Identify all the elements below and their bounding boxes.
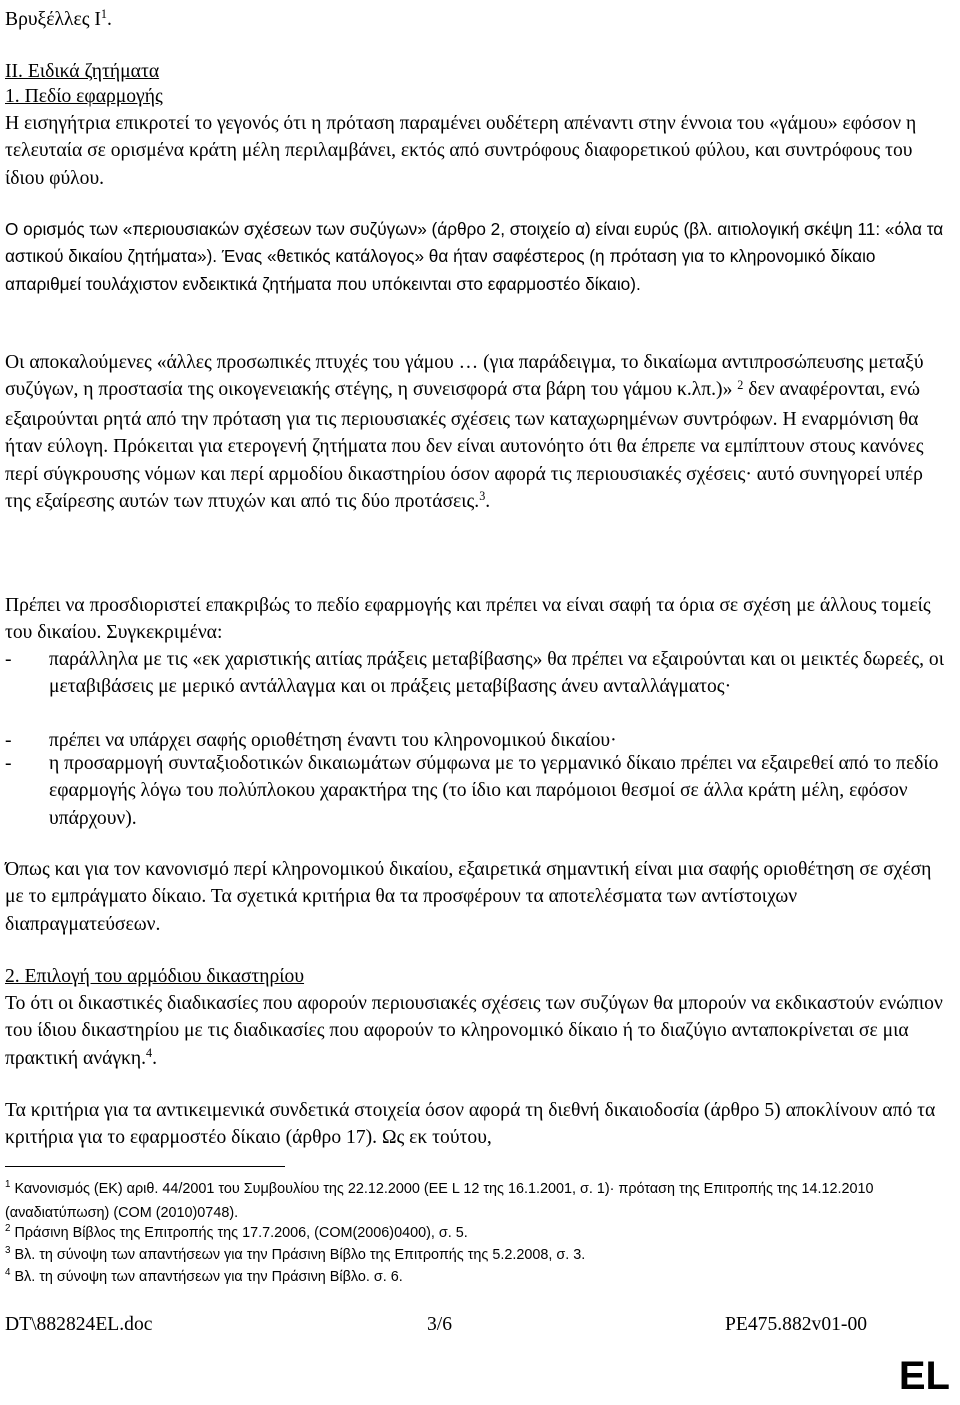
subsection-title-court: 2. Επιλογή του αρμόδιου δικαστηρίου (5, 966, 305, 987)
footnote-text: Βλ. τη σύνοψη των απαντήσεων για την Πράσινη Βίβλο. σ. 6. (10, 1269, 403, 1285)
footnote-ref-1: 1 (100, 7, 107, 22)
footnote (5, 1222, 955, 1246)
paragraph-personal-aspects-end: . (485, 491, 491, 513)
footnote (5, 1178, 950, 1224)
paragraph-same-court-text: Το ότι οι δικαστικές διαδικασίες που αφορούν περιουσιακές σχέσεις των συζύγων θα μπορούν να εκδικαστούν ενώπιον του ίδιου δικαστηρίου με τις διαδικασίες που αφορούν το κληρονομικό δίκαιο ή το διαζύγιο ανταποκρίνεται σε μια πρακτική ανάγκη. (5, 993, 948, 1069)
bullet-item (5, 646, 955, 701)
footnote-text: Βλ. τη σύνοψη των απαντήσεων για την Πράσινη Βίβλο της Επιτροπής της 5.2.2008, σ. 3. (10, 1247, 586, 1263)
paragraph-personal-aspects (5, 349, 950, 517)
language-code: EL (898, 1354, 950, 1398)
paragraph-personal-aspects-a: Οι αποκαλούμενες «άλλες προσωπικές πτυχές του γάμου … (για παράδειγμα, το δικαίωμα αντιπροσώπευσης μεταξύ συζύγων, η προστασία της οικογενειακής στέγης, η συνεισφορά στα βάρη του γάμου κ.λπ.)» (5, 352, 929, 401)
header-text: Βρυξέλλες Ι (5, 9, 101, 30)
paragraph-same-court (5, 990, 950, 1074)
footnote-separator (5, 1166, 285, 1167)
bullet-text: παράλληλα με τις «εκ χαριστικής αιτίας πράξεις μεταβίβασης» θα πρέπει να εξαιρούνται και οι μεικτές δωρεές, οι μεταβιβάσεις με μερικό αντάλλαγμα και οι πράξεις μεταβίβασης άνευ ανταλλάγματος· (49, 649, 949, 698)
footnote-ref-4: 4 (146, 1046, 153, 1061)
paragraph-same-court-end: . (152, 1047, 158, 1069)
paragraph-property-law: Όπως και για τον κανονισμό περί κληρονομικού δικαίου, εξαιρετικά σημαντική είναι μια σαφής οριοθέτηση σε σχέση με το εμπράγματο δίκαιο. Τα σχετικά κριτήρια θα τα προσφέρουν τα αποτελέσματα των αντίστοιχων διαπραγματεύσεων. (5, 859, 937, 935)
bullet-dash: - (5, 649, 12, 670)
footnote-number: 4 (5, 1267, 11, 1279)
paragraph-definition (5, 216, 950, 298)
footer-pe-ref: PE475.882v01-00 (725, 1314, 868, 1335)
paragraph-gender-neutrality: Η εισηγήτρια επικροτεί το γεγονός ότι η πρόταση παραμένει ουδέτερη απέναντι στην έννοια του «γάμου» εφόσον η τελευταία σε ορισμένα κράτη μέλη περιλαμβάνει, εκτός από συντρόφους διαφορετικού φύλου, και συντρόφους του ίδιου φύλου. (5, 113, 922, 189)
bullet-item (5, 750, 955, 832)
footnote-ref-2: 2 (737, 377, 744, 392)
header-end: . (107, 9, 112, 30)
paragraph-definition-text: Ο ορισμός των «περιουσιακών σχέσεων των συζύγων» (άρθρο 2, στοιχείο α) είναι ευρύς (βλ. αιτιολογική σκέψη 11: «όλα τα αστικού δικαίου ζητήματα»). (5, 219, 948, 267)
footnote-number: 1 (5, 1179, 11, 1191)
footnote (5, 1244, 955, 1268)
footer-doc-ref: DT\882824EL.doc (5, 1314, 153, 1335)
footnote-number: 2 (5, 1223, 11, 1235)
footnote-number: 3 (5, 1245, 11, 1257)
subsection-title-scope: 1. Πεδίο εφαρμογής (5, 86, 163, 107)
bullet-dash: - (5, 753, 12, 774)
footer-page-number: 3/6 (427, 1314, 453, 1335)
bullet-text: πρέπει να υπάρχει σαφής οριοθέτηση έναντι του κληρονομικού δικαίου· (49, 730, 617, 751)
footnote-text: Κανονισμός (ΕΚ) αριθ. 44/2001 του Συμβουλίου της 22.12.2000 (ΕΕ L 12 της 16.1.2001, σ. 1)· πρόταση της Επιτροπής της 14.12.2010 (αναδιατύπωση) (COM (2010)0748). (5, 1181, 878, 1221)
header-line (5, 6, 955, 35)
footnote-ref-3: 3 (479, 489, 486, 504)
footnote (5, 1266, 955, 1290)
paragraph-positive-list: Ένας «θετικός κατάλογος» θα ήταν σαφέστερος (η πρόταση για το κληρονομικό δίκαιο απαριθμεί τουλάχιστον ενδεικτικά ζητήματα που υπόκεινται στο εφαρμοστέο δίκαιο). (5, 246, 881, 294)
section-title: ΙΙ. Ειδικά ζητήματα (5, 61, 160, 82)
paragraph-jurisdiction-criteria: Τα κριτήρια για τα αντικειμενικά συνδετικά στοιχεία όσον αφορά τη διεθνή δικαιοδοσία (άρθρο 5) αποκλίνουν από τα κριτήρια για το εφαρμοστέο δίκαιο (άρθρο 17). Ως εκ τούτου, (5, 1100, 941, 1149)
paragraph-personal-aspects-b: δεν αναφέρονται, ενώ εξαιρούνται ρητά από την πρόταση για τις περιουσιακές σχέσεις των καταχωρημένων συντρόφων. Η εναρμόνιση θα ήταν εύλογη. Πρόκειται για ετερογενή ζητήματα που δεν είναι αυτονόητο ότι θα έπρεπε να εμπίπτουν στους κανόνες περί σύγκρουσης νόμων και περί αρμοδίου δικαστηρίου όσον αφορά τις περιουσιακές σχέσεις· αυτό συνηγορεί υπέρ της εξαίρεσης αυτών των πτυχών και από τις δύο προτάσεις. (5, 379, 929, 513)
paragraph-scope-delimitation: Πρέπει να προσδιοριστεί επακριβώς το πεδίο εφαρμογής και πρέπει να είναι σαφή τα όρια σε σχέση με άλλους τομείς του δικαίου. Συγκεκριμένα: (5, 595, 936, 644)
footnote-text: Πράσινη Βίβλος της Επιτροπής της 17.7.2006, (COM(2006)0400), σ. 5. (10, 1225, 468, 1241)
bullet-text: η προσαρμογή συνταξιοδοτικών δικαιωμάτων σύμφωνα με το γερμανικό δίκαιο πρέπει να εξαιρεθεί από το πεδίο εφαρμογής λόγω του πολύπλοκου χαρακτήρα της (το ίδιο και παρόμοιοι θεσμοί σε άλλα κράτη μέλη, εφόσον υπάρχουν). (49, 753, 944, 829)
bullet-dash: - (5, 730, 12, 751)
